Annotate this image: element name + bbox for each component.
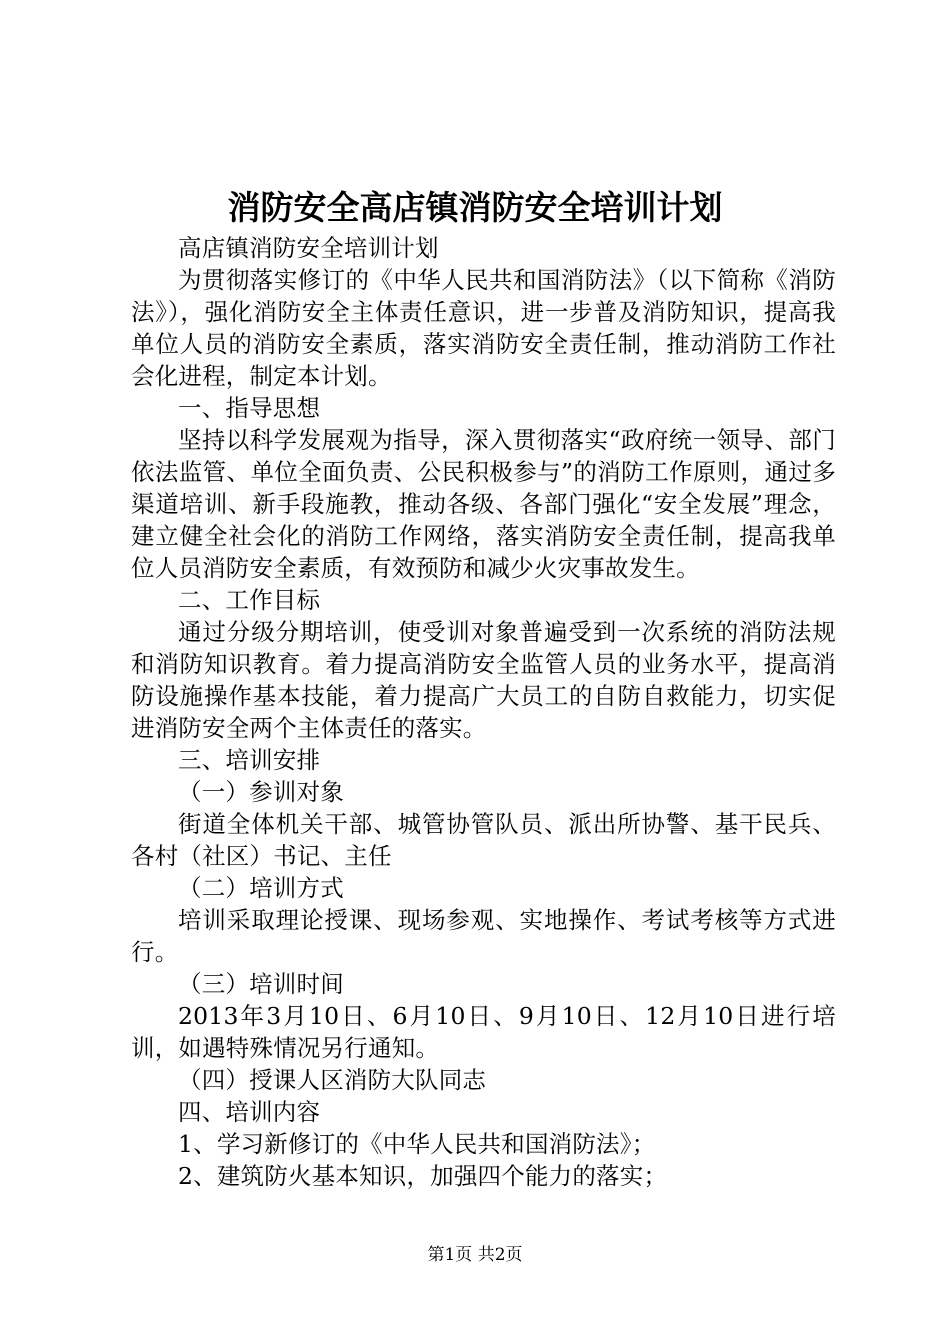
subheading-instructor: （四）授课人区消防大队同志 <box>178 1066 487 1094</box>
document-title: 消防安全高店镇消防安全培训计划 <box>227 188 723 227</box>
document-body <box>131 232 836 1192</box>
page-footer: 第1页 共2页 <box>427 1245 523 1265</box>
section-heading-training-content: 四、培训内容 <box>178 1098 321 1126</box>
paragraph-subtitle: 高店镇消防安全培训计划 <box>178 234 439 262</box>
subheading-trainees: （一）参训对象 <box>178 778 344 806</box>
paragraph-work-goals: 通过分级分期培训，使受训对象普遍受到一次系统的消防法规和消防知识教育。着力提高消防安全监管人员的业务水平，提高消防设施操作基本技能，着力提高广大员工的自防自救能力，切实促进消防安全两个主体责任的落实。 <box>131 618 836 742</box>
list-item-content-1: 1、学习新修订的《中华人民共和国消防法》； <box>178 1130 656 1158</box>
list-item-content-2: 2、建筑防火基本知识，加强四个能力的落实； <box>178 1162 668 1190</box>
paragraph-intro: 为贯彻落实修订的《中华人民共和国消防法》（以下简称《消防法》），强化消防安全主体责任意识，进一步普及消防知识，提高我单位人员的消防安全素质，落实消防安全责任制，推动消防工作社会化进程，制定本计划。 <box>131 266 836 390</box>
paragraph-training-time: 2013年3月10日、6月10日、9月10日、12月10日进行培训，如遇特殊情况另行通知。 <box>131 1002 836 1062</box>
subheading-training-time: （三）培训时间 <box>178 970 344 998</box>
paragraph-training-method: 培训采取理论授课、现场参观、实地操作、考试考核等方式进行。 <box>131 906 836 966</box>
section-heading-training-arrangement: 三、培训安排 <box>178 746 321 774</box>
paragraph-trainees: 街道全体机关干部、城管协管队员、派出所协警、基干民兵、各村（社区）书记、主任 <box>131 810 836 870</box>
section-heading-guiding-ideology: 一、指导思想 <box>178 394 321 422</box>
section-heading-work-goals: 二、工作目标 <box>178 586 321 614</box>
subheading-training-method: （二）培训方式 <box>178 874 344 902</box>
paragraph-guiding-ideology: 坚持以科学发展观为指导，深入贯彻落实“政府统一领导、部门依法监管、单位全面负责、公民积极参与”的消防工作原则，通过多渠道培训、新手段施教，推动各级、各部门强化“安全发展”理念，建立健全社会化的消防工作网络，落实消防安全责任制，提高我单位人员消防安全素质，有效预防和减少火灾事故发生。 <box>131 426 836 582</box>
